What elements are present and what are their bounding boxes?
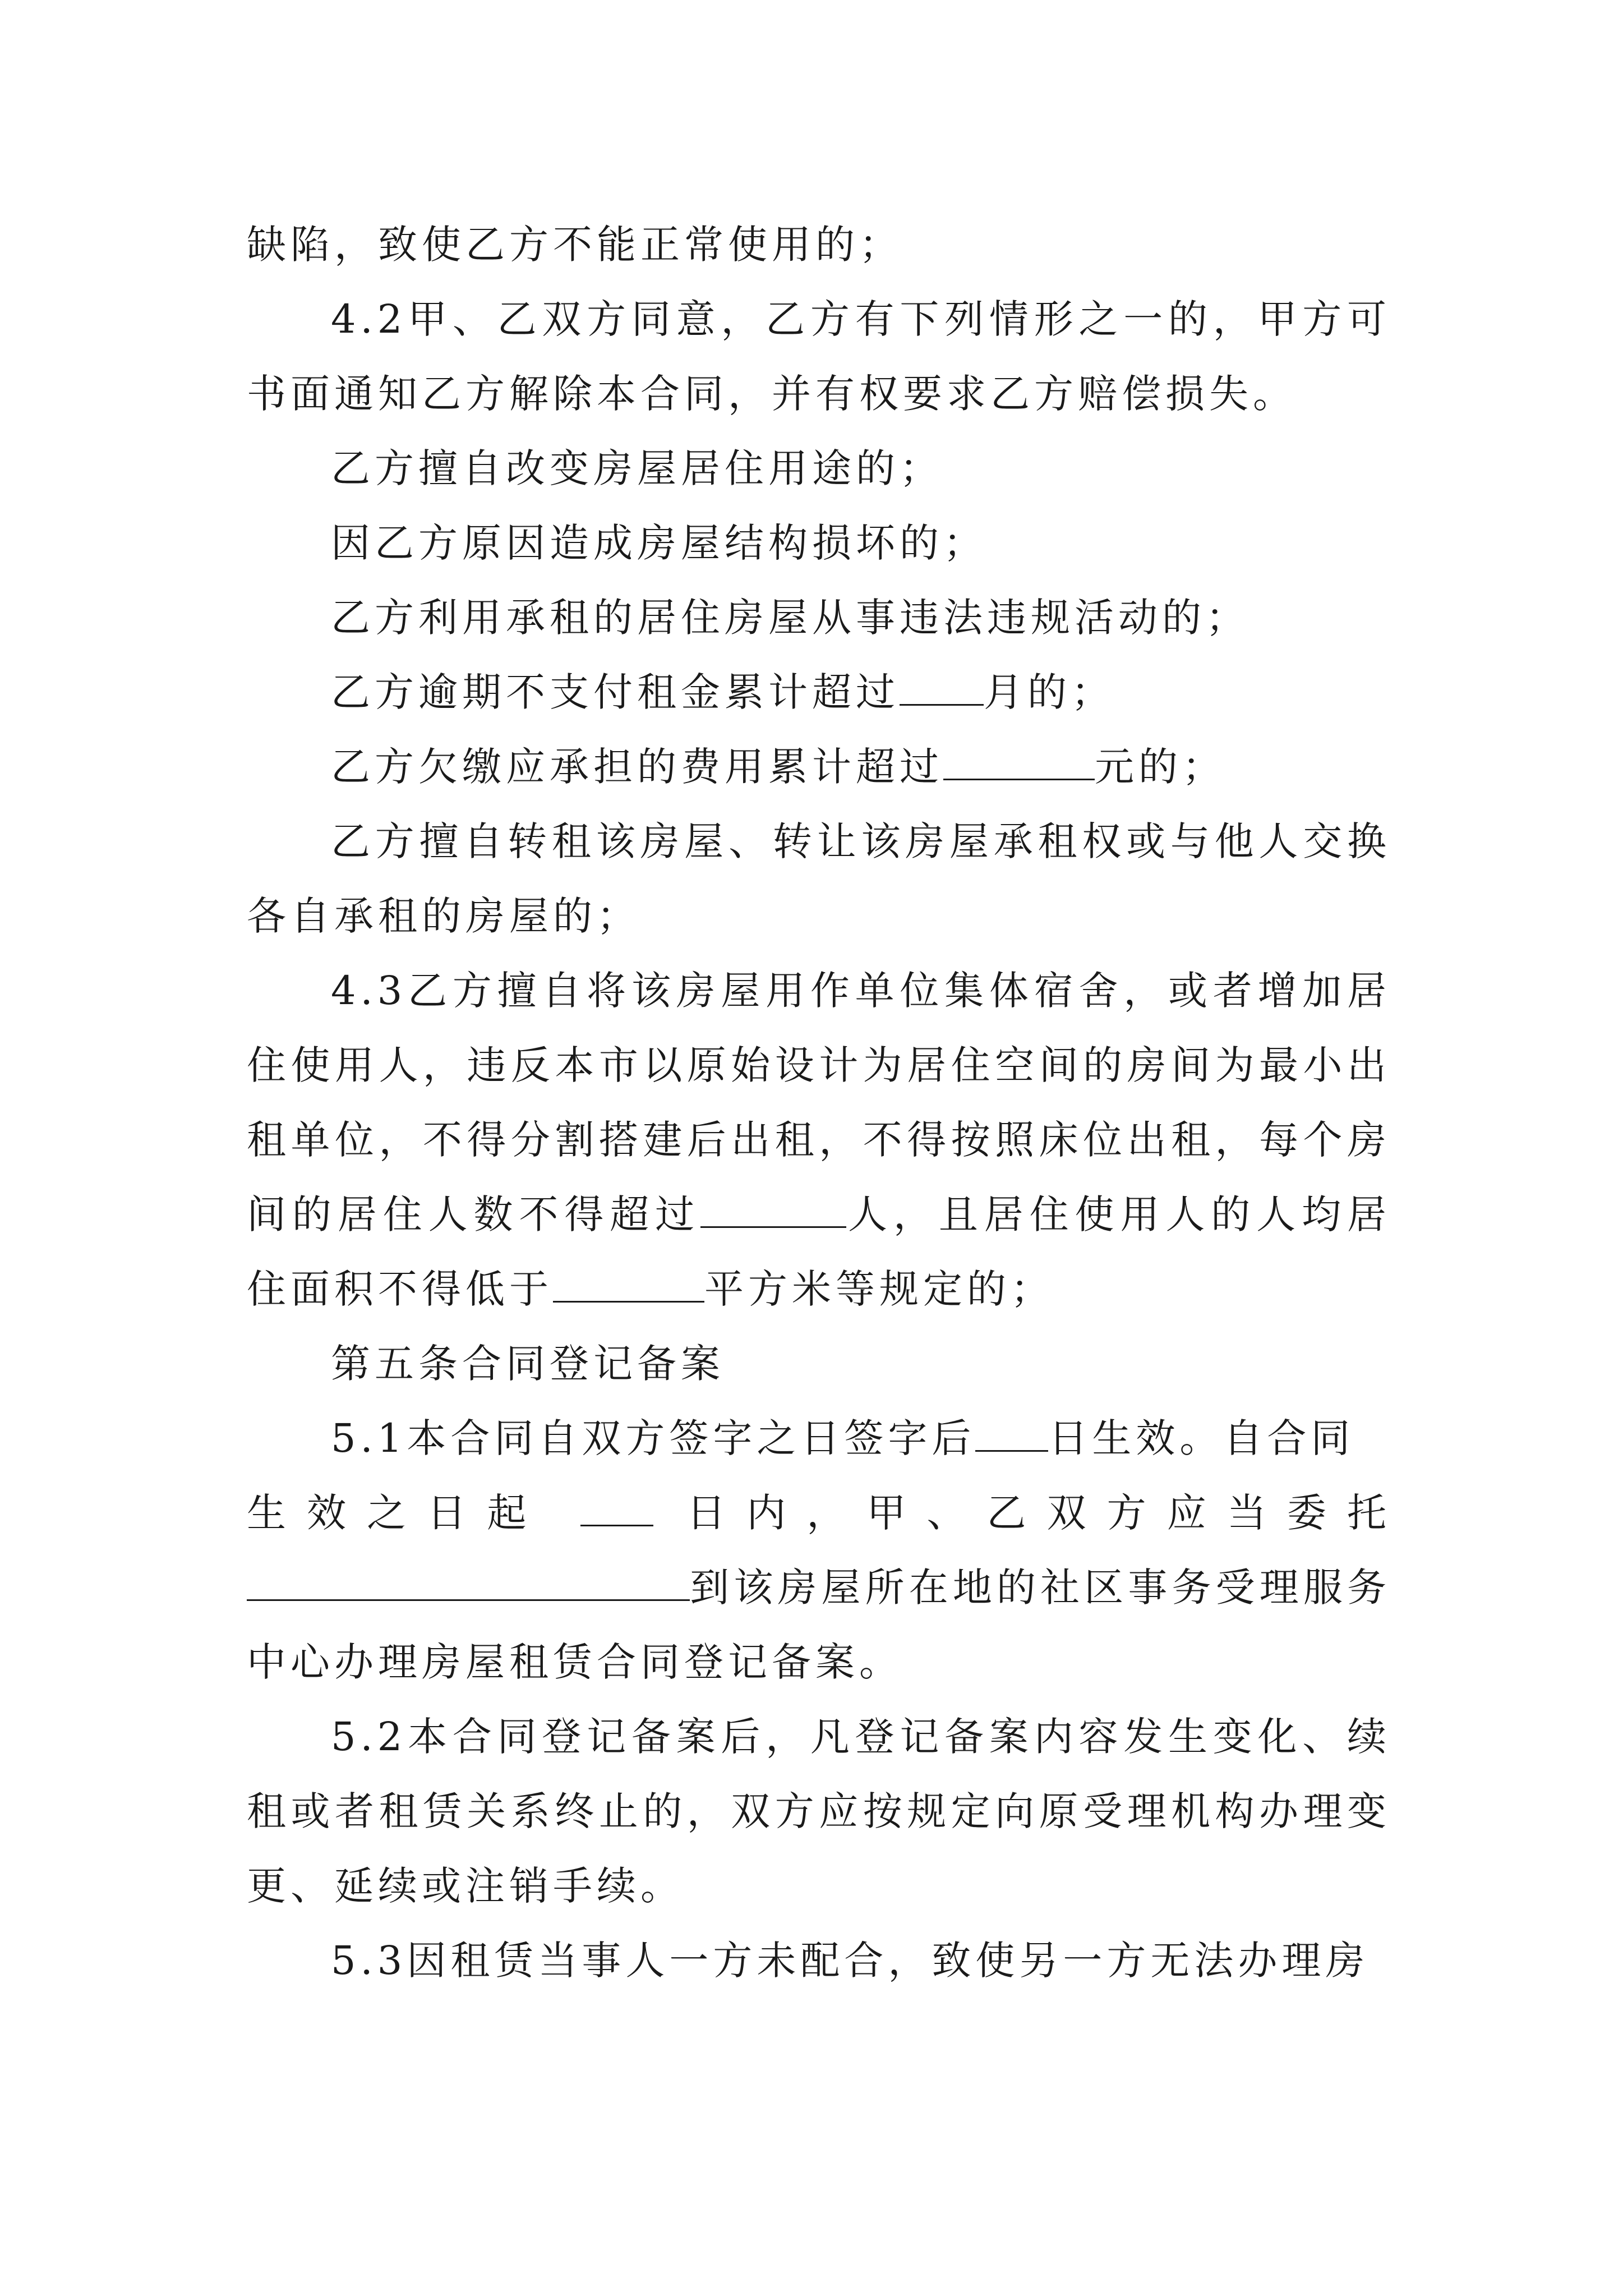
text-p09-c: 平方米等规定的；	[704, 1266, 1054, 1312]
clause-4-2	[247, 282, 1391, 431]
text-p07-b: 元的；	[1095, 744, 1226, 790]
text-p11-d: 日内，甲、乙双方应当委托	[686, 1490, 1391, 1536]
clause-5-1-line1	[247, 1401, 1391, 1476]
text-p11-b: 日生效。自合同	[1048, 1415, 1355, 1461]
text-p06-a: 乙方逾期不支付租金累计超过	[331, 669, 900, 715]
item-unpaid-fees	[247, 730, 1391, 804]
clause-5-3	[247, 1924, 1391, 1998]
clause-5-2	[247, 1700, 1391, 1924]
blank-area-sqm[interactable]	[553, 1267, 704, 1303]
item-sublet	[247, 804, 1391, 954]
text-p13: 5.3因租赁当事人一方未配合，致使另一方无法办理房	[331, 1938, 1370, 1984]
text-p12: 5.2本合同登记备案后，凡登记备案内容发生变化、续租或者租赁关系终止的，双方应按规定向原受理机构办理变更、延续或注销手续。	[247, 1714, 1391, 1909]
text-p02: 4.2甲、乙双方同意，乙方有下列情形之一的，甲方可书面通知乙方解除本合同，并有权要求乙方赔偿损失。	[247, 296, 1391, 417]
text-p03: 乙方擅自改变房屋居住用途的；	[331, 445, 943, 491]
item-illegal-activity	[247, 581, 1391, 655]
text-p05: 乙方利用承租的居住房屋从事违法违规活动的；	[331, 595, 1249, 641]
blank-filing-days[interactable]	[580, 1491, 653, 1526]
blank-entrusted-party[interactable]	[247, 1566, 690, 1601]
text-p10: 第五条合同登记备案	[331, 1341, 725, 1387]
clause-5-1-line3	[247, 1550, 1391, 1700]
text-p11-e: 到该房屋所在地的社区事务受理服务中心办理房屋租赁合同登记备案。	[247, 1565, 1391, 1685]
text-p11-a: 5.1本合同自双方签字之日签字后	[331, 1415, 976, 1461]
item-overdue-rent	[247, 655, 1391, 730]
document-body	[247, 208, 1391, 1998]
item-structure-damage	[247, 506, 1391, 581]
blank-months[interactable]	[900, 670, 984, 706]
clause-4-3	[247, 954, 1391, 1327]
text-p07-a: 乙方欠缴应承担的费用累计超过	[331, 744, 943, 790]
blank-occupants[interactable]	[700, 1193, 846, 1228]
blank-effective-days[interactable]	[975, 1416, 1048, 1452]
item-change-use	[247, 431, 1391, 506]
text-p04: 因乙方原因造成房屋结构损坏的；	[331, 520, 987, 566]
paragraph-defect-continuation	[247, 208, 1391, 282]
clause-5-1-line2	[247, 1476, 1391, 1550]
text-p01: 缺陷，致使乙方不能正常使用的；	[247, 222, 903, 268]
blank-amount-yuan[interactable]	[943, 745, 1095, 780]
text-p09-b: 人，且居住使用人的人均居住面积不得低于	[247, 1191, 1391, 1312]
text-p08: 乙方擅自转租该房屋、转让该房屋承租权或与他人交换各自承租的房屋的；	[247, 818, 1391, 939]
text-p06-b: 月的；	[984, 669, 1115, 715]
article-5-heading	[247, 1327, 1391, 1401]
text-p11-c: 生效之日起	[247, 1490, 547, 1536]
text-p09-a: 4.3乙方擅自将该房屋用作单位集体宿舍，或者增加居住使用人，违反本市以原始设计为居住空间的房间为最小出租单位，不得分割搭建后出租，不得按照床位出租，每个房间的居住人数不得超过	[247, 968, 1391, 1237]
